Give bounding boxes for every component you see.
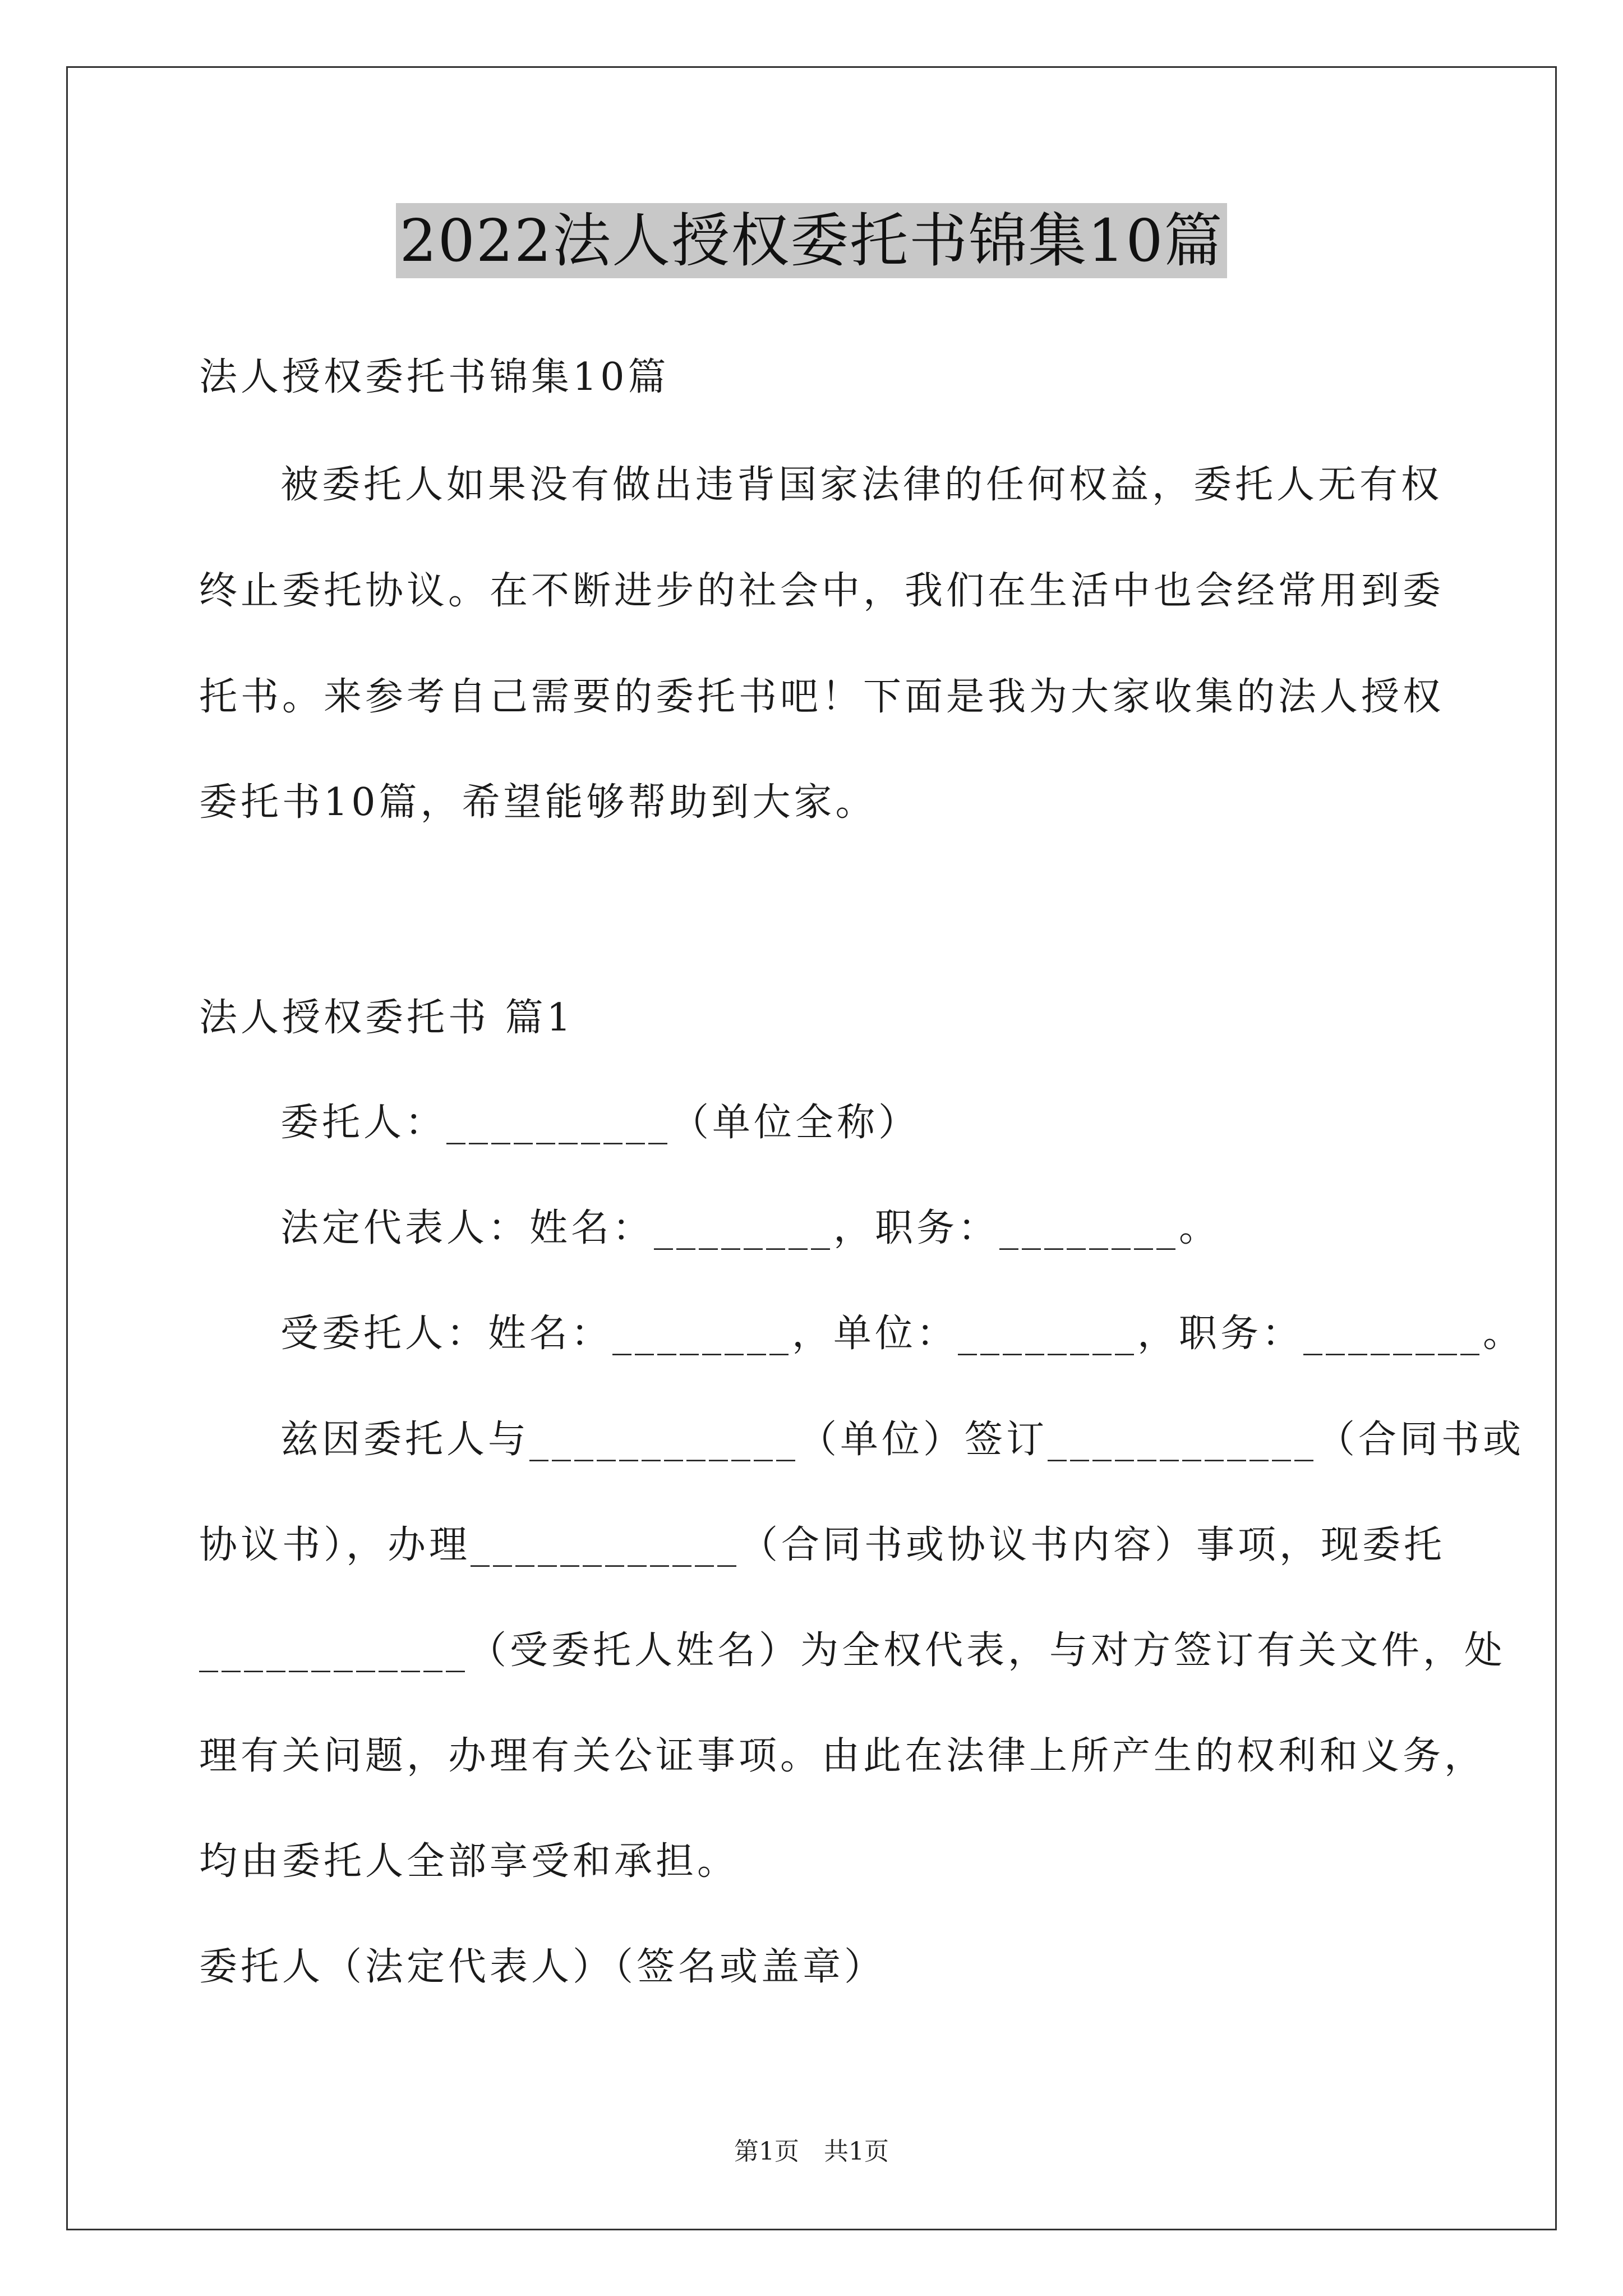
title-container: [0, 203, 1623, 278]
body-line-1: 兹因委托人与____________（单位）签订____________（合同书或: [280, 1418, 1525, 1462]
intro-line-1: 被委托人如果没有做出违背国家法律的任何权益，委托人无有权: [280, 463, 1443, 507]
signature-line: 委托人（法定代表人）（签名或盖章）: [199, 1945, 886, 1989]
agent-field: 受委托人：姓名：________，单位：________，职务：________。: [280, 1312, 1525, 1356]
principal-field: 委托人：__________（单位全称）: [280, 1101, 920, 1145]
intro-line-4: 委托书10篇，希望能够帮助到大家。: [199, 780, 877, 825]
body-line-5: 均由委托人全部享受和承担。: [199, 1839, 739, 1884]
intro-line-3: 托书。来参考自己需要的委托书吧！下面是我为大家收集的法人授权: [199, 675, 1445, 719]
section-heading: 法人授权委托书 篇1: [199, 996, 574, 1040]
page-footer: 第1页 共1页: [734, 2137, 889, 2166]
document-subtitle: 法人授权委托书锦集10篇: [199, 355, 670, 399]
legal-representative-field: 法定代表人：姓名：________，职务：________。: [280, 1206, 1221, 1250]
body-line-2: 协议书），办理____________（合同书或协议书内容）事项，现委托: [199, 1523, 1446, 1567]
body-line-3: ____________（受委托人姓名）为全权代表，与对方签订有关文件，处: [199, 1628, 1506, 1673]
body-line-4: 理有关问题，办理有关公证事项。由此在法律上所产生的权利和义务，: [199, 1734, 1486, 1778]
document-title: 2022法人授权委托书锦集10篇: [396, 203, 1227, 278]
intro-line-2: 终止委托协议。在不断进步的社会中，我们在生活中也会经常用到委: [199, 569, 1445, 613]
